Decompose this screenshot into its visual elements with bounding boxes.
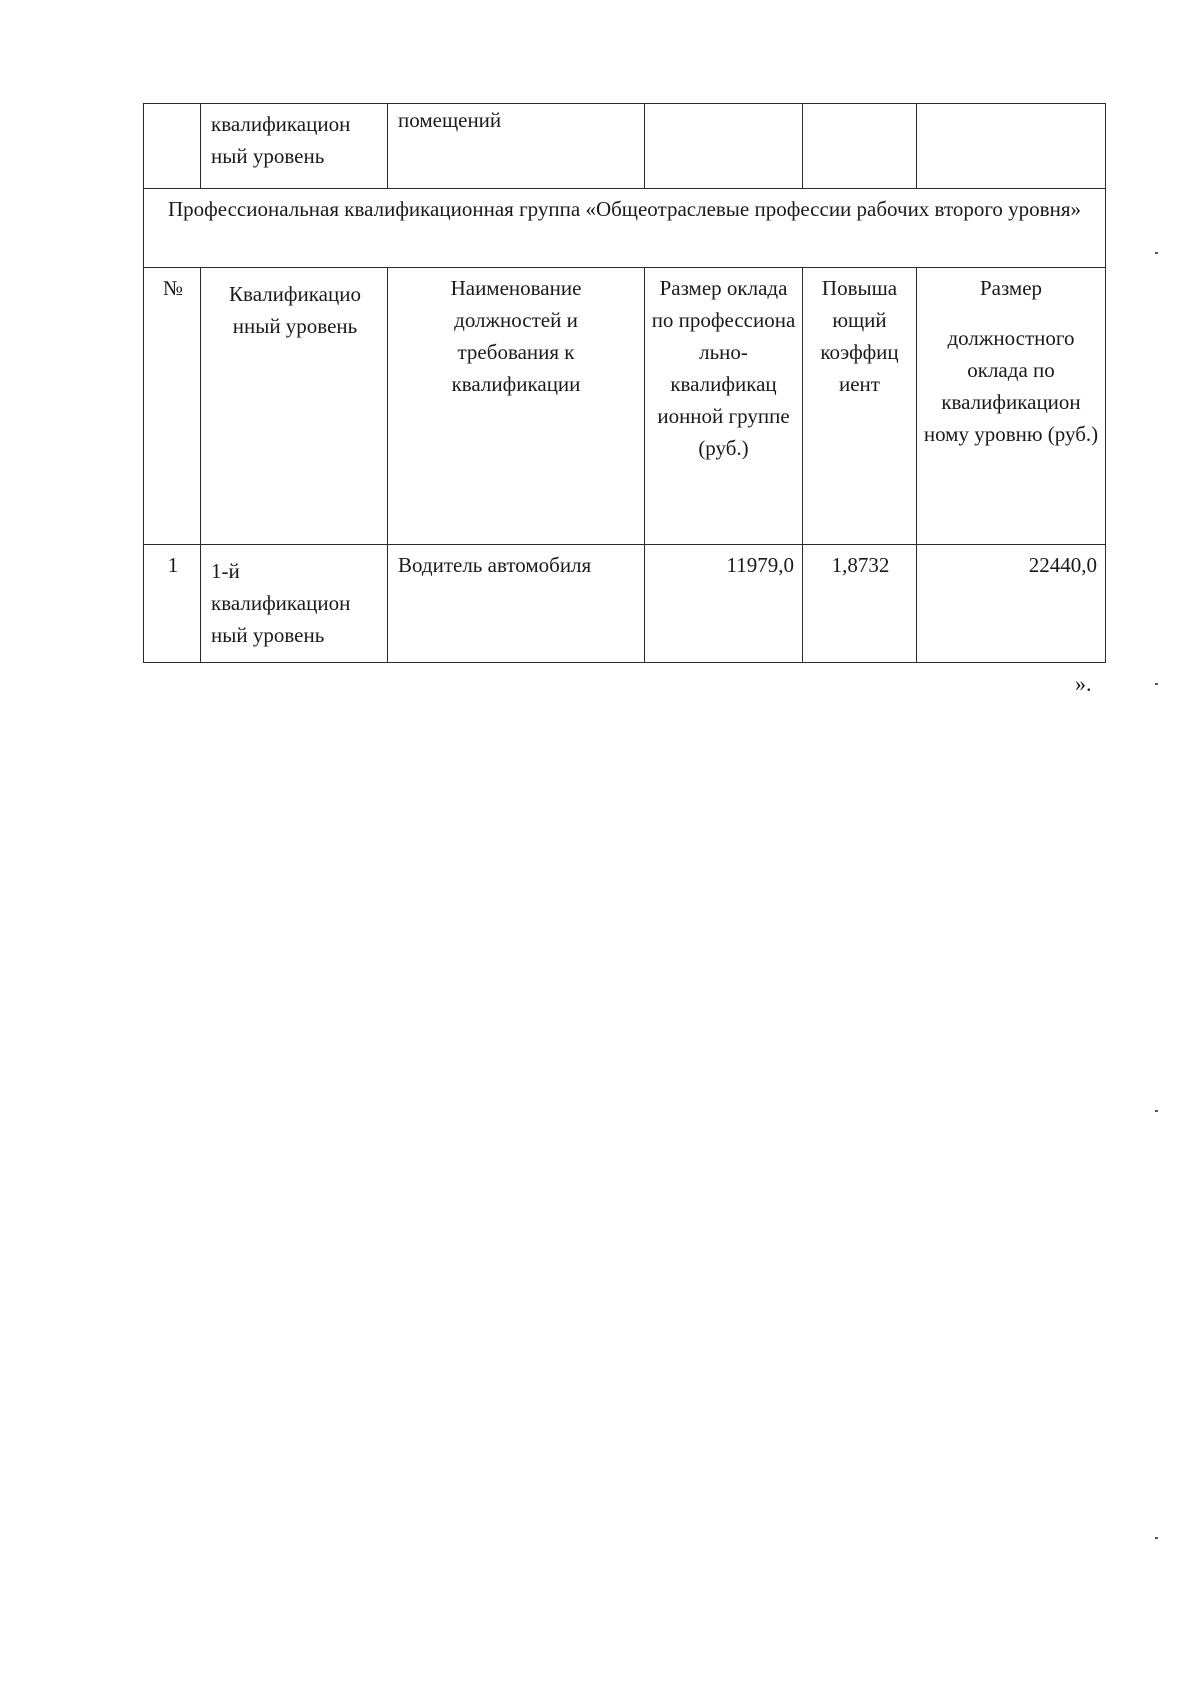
salary-table <box>143 103 1106 663</box>
cell-official-salary: 22440,0 <box>917 545 1106 663</box>
scan-mark <box>1155 252 1158 254</box>
header-official-salary <box>917 268 1106 545</box>
cell-coef: 1,8732 <box>803 545 917 663</box>
scan-mark <box>1155 1537 1158 1539</box>
header-num: № <box>144 268 201 545</box>
header-positions: Наименование должностей и требования к квалификации <box>388 268 645 545</box>
header-level: Квалификацио нный уровень <box>201 268 388 545</box>
cell-level: квалификацион ный уровень <box>201 104 388 189</box>
table-header-row <box>144 268 1106 545</box>
header-salary: Размер оклада по профессиона льно-квалификац ионной группе (руб.) <box>645 268 803 545</box>
cell-level: 1-й квалификацион ный уровень <box>201 545 388 663</box>
cell-coef <box>803 104 917 189</box>
closing-quote: ». <box>1075 671 1092 696</box>
cell-positions: Водитель автомобиля <box>388 545 645 663</box>
header-official-salary-top: Размер <box>979 276 1043 300</box>
scan-mark <box>1155 1110 1158 1112</box>
table-row-continuation <box>144 104 1106 189</box>
cell-num: 1 <box>144 545 201 663</box>
cell-positions: помещений <box>388 104 645 189</box>
cell-official-salary <box>917 104 1106 189</box>
cell-salary: 11979,0 <box>645 545 803 663</box>
group-title-cell <box>144 189 1106 268</box>
table-row-group-title <box>144 189 1106 268</box>
header-coef: Повыша ющий коэффиц иент <box>803 268 917 545</box>
scan-mark <box>1155 683 1158 685</box>
group-title: Профессиональная квалификационная группа «Общеотраслевые профессии рабочих второго уровня» <box>168 197 1081 221</box>
cell-salary <box>645 104 803 189</box>
header-official-salary-rest: должностного оклада по квалификацион ному уровню (руб.) <box>923 326 1099 446</box>
cell-num <box>144 104 201 189</box>
table-row <box>144 545 1106 663</box>
